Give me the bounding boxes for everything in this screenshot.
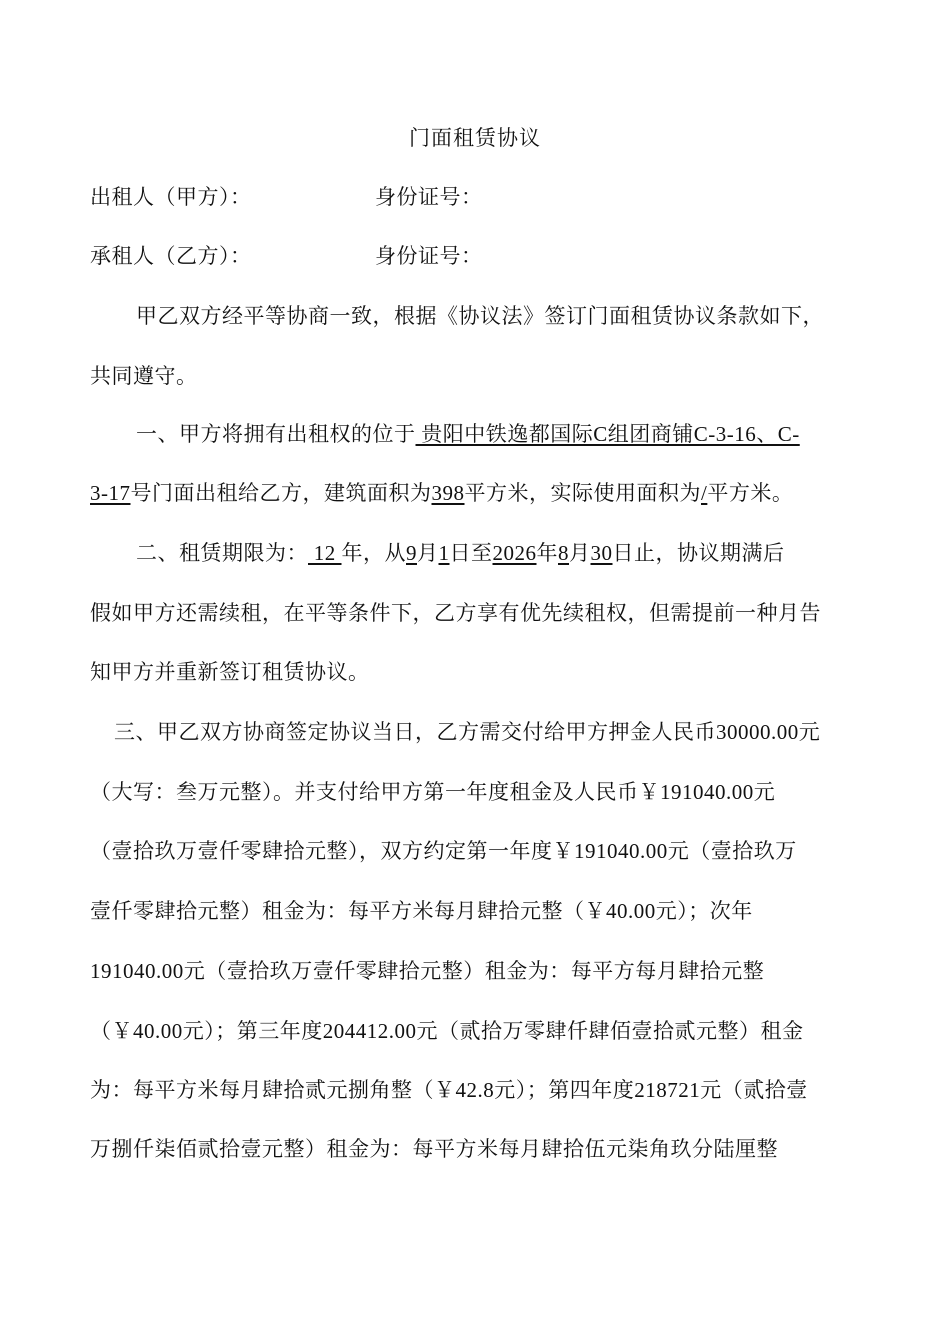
clause-2-end-month: 8 bbox=[558, 541, 569, 565]
clause-2-text-3: 日至 bbox=[449, 541, 493, 565]
clause-2-text-4: 年 bbox=[536, 541, 558, 565]
party-b-id-label: 身份证号： bbox=[375, 244, 483, 268]
clause-3-line-8: 万捌仟柒佰贰拾壹元整）租金为：每平方米每月肆拾伍元柒角玖分陆厘整 bbox=[90, 1137, 778, 1161]
clause-1-mid-text-1: 号门面出租给乙方，建筑面积为 bbox=[130, 481, 432, 505]
clause-2-line-1 bbox=[136, 537, 785, 567]
clause-1-end-text: 平方米。 bbox=[707, 481, 794, 505]
clause-2-prefix: 二、租赁期限为： bbox=[136, 541, 308, 565]
clause-1-area-value: 398 bbox=[431, 481, 465, 505]
clause-1-line-2 bbox=[90, 477, 793, 507]
clause-3-line-2: （大写：叁万元整）。并支付给甲方第一年度租金及人民币￥191040.00元 bbox=[90, 780, 776, 804]
clause-1-location-part-1: 贵阳中铁逸都国际C组团商铺C-3-16、C- bbox=[415, 422, 800, 446]
clause-2-start-month: 9 bbox=[406, 541, 417, 565]
clause-2-end-year: 2026 bbox=[492, 541, 537, 565]
clause-2-start-day: 1 bbox=[438, 541, 450, 565]
clause-3-line-5: 191040.00元（壹拾玖万壹仟零肆拾元整）租金为：每平方每月肆拾元整 bbox=[90, 959, 765, 983]
clause-1-prefix: 一、甲方将拥有出租权的位于 bbox=[136, 422, 416, 446]
clause-2-line-2: 假如甲方还需续租，在平等条件下，乙方享有优先续租权，但需提前一种月告 bbox=[90, 601, 821, 625]
clause-2-text-2: 月 bbox=[417, 541, 439, 565]
party-b-line bbox=[90, 240, 483, 270]
clause-3-line-6: （￥40.00元）；第三年度204412.00元（贰拾万零肆仟肆佰壹拾贰元整）租金 bbox=[90, 1019, 804, 1043]
clause-2-text-6: 日止，协议期满后 bbox=[612, 541, 785, 565]
party-b-label: 承租人（乙方）： bbox=[90, 244, 252, 268]
clause-2-end-day: 30 bbox=[590, 541, 613, 565]
clause-2-text-5: 月 bbox=[569, 541, 591, 565]
clause-1-mid-text-2: 平方米，实际使用面积为 bbox=[464, 481, 701, 505]
clause-3-line-3: （壹拾玖万壹仟零肆拾元整），双方约定第一年度￥191040.00元（壹拾玖万 bbox=[90, 839, 797, 863]
clause-3-line-1: 三、甲乙双方协商签定协议当日，乙方需交付给甲方押金人民币30000.00元 bbox=[114, 720, 821, 744]
clause-3-line-7: 为：每平方米每月肆拾贰元捌角整（￥42.8元）；第四年度218721元（贰拾壹 bbox=[90, 1078, 808, 1102]
party-a-label: 出租人（甲方）： bbox=[90, 185, 252, 209]
clause-3-line-4: 壹仟零肆拾元整）租金为：每平方米每月肆拾元整（￥40.00元）；次年 bbox=[90, 899, 753, 923]
document-title: 门面租赁协议 bbox=[409, 126, 541, 150]
clause-2-text-1: 年，从 bbox=[341, 541, 406, 565]
clause-1-usable-area-value: / bbox=[701, 481, 708, 505]
clause-1-location-part-2: 3-17 bbox=[90, 481, 131, 505]
party-a-id-label: 身份证号： bbox=[375, 185, 483, 209]
clause-2-years: 12 bbox=[308, 541, 342, 565]
clause-2-line-3: 知甲方并重新签订租赁协议。 bbox=[90, 660, 370, 684]
clause-1-line-1 bbox=[136, 418, 800, 448]
party-a-line bbox=[90, 181, 483, 211]
preamble-line-1: 甲乙双方经平等协商一致，根据《协议法》签订门面租赁协议条款如下， bbox=[136, 304, 824, 328]
preamble-line-2: 共同遵守。 bbox=[90, 364, 198, 388]
